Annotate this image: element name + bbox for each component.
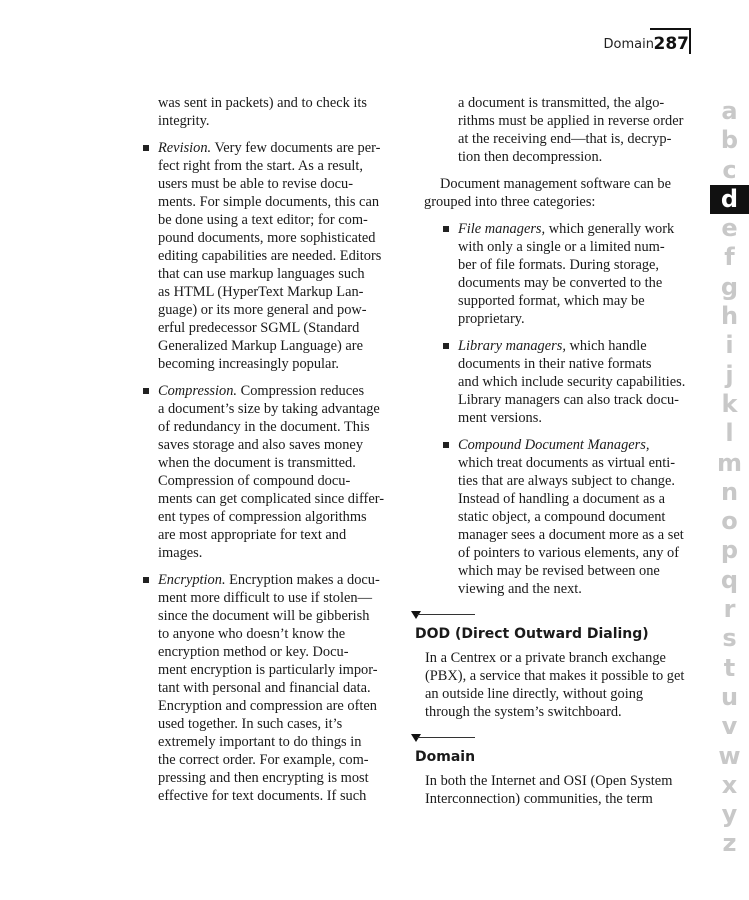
thumb-index-letter-d: d (710, 185, 749, 214)
text-line: Encryption makes a docu- (225, 572, 380, 588)
text-line: Generalized Markup Language) are (158, 338, 363, 354)
text-line: used together. In such cases, it’s (158, 716, 343, 732)
continuation-paragraph (411, 94, 696, 166)
text-line: of redundancy in the document. This (158, 419, 370, 435)
text-line: users must be able to revise docu- (158, 176, 354, 192)
text-line: images. (158, 545, 203, 561)
bullet-square-icon (143, 145, 149, 151)
bullet-square-icon (143, 388, 149, 394)
text-line: ments can get complicated since differ- (158, 491, 385, 507)
text-line: Interconnection) communities, the term (425, 791, 653, 807)
text-line: ment encryption is particularly impor- (158, 662, 378, 678)
thumb-index-letter-c: c (722, 155, 737, 184)
text-line: ber of file formats. During storage, (458, 257, 660, 273)
thumb-index-letter-f: f (724, 243, 735, 272)
bullet-library-managers (440, 337, 696, 427)
bullet-file-managers (440, 220, 696, 328)
thumb-index-letter-y: y (721, 800, 738, 829)
thumb-index-letter-p: p (720, 536, 739, 565)
text-line: editing capabilities are needed. Editors (158, 248, 382, 264)
text-line: ments. For simple documents, this can (158, 194, 380, 210)
text-line: which generally work (545, 221, 675, 237)
text-line: and which include security capabilities. (458, 374, 686, 390)
text-line: an outside line directly, without going (425, 686, 644, 702)
text-line: tion then decompression. (458, 149, 603, 165)
section-title: DOD (Direct Outward Dialing) (415, 626, 649, 642)
text-line: (PBX), a service that makes it possible to get (425, 668, 685, 684)
bullet-square-icon (443, 343, 449, 349)
bullet-revision (140, 139, 395, 373)
section-title: Domain (415, 749, 476, 765)
running-head-word: Domain (603, 37, 654, 52)
text-line: rithms must be applied in reverse order (458, 113, 684, 129)
text-line: integrity. (158, 113, 210, 129)
bullet-square-icon (143, 577, 149, 583)
text-line: Encryption and compression are often (158, 698, 377, 714)
text-line: ment more difficult to use if stolen— (158, 590, 372, 606)
text-line: ties that are always subject to change. (458, 473, 675, 489)
thumb-index-letter-a: a (721, 97, 738, 125)
text-line: which treat documents as virtual enti- (458, 455, 675, 471)
bullet-term: Encryption. (158, 572, 226, 588)
thumb-index-letter-n: n (720, 477, 739, 506)
thumb-index-letter-j: j (725, 360, 734, 389)
bullet-square-icon (443, 226, 449, 232)
bullet-encryption (140, 571, 395, 805)
text-line: be done using a text editor; for com- (158, 212, 368, 228)
section-marker (411, 611, 696, 621)
thumb-index-letter-v: v (721, 712, 738, 741)
text-line: manager sees a document more as a set (458, 527, 684, 543)
thumb-index-letter-u: u (720, 682, 739, 711)
text-line: grouped into three categories: (424, 194, 596, 210)
text-line: tant with personal and financial data. (158, 680, 371, 696)
bullet-term: Compression. (158, 383, 238, 399)
text-line: at the receiving end—that is, decryp- (458, 131, 672, 147)
thumb-index-letter-e: e (721, 214, 738, 243)
text-line: pressing and then encrypting is most (158, 770, 369, 786)
text-line: In both the Internet and OSI (Open System (425, 773, 673, 789)
text-line: ent types of compression algorithms (158, 509, 367, 525)
thumb-index-letter-b: b (720, 126, 739, 155)
text-line: proprietary. (458, 311, 525, 327)
right-column (411, 94, 696, 808)
categories-paragraph (411, 175, 696, 211)
header-rule (650, 28, 690, 30)
text-line: Library managers can also track docu- (458, 392, 679, 408)
text-line: static object, a compound document (458, 509, 666, 525)
section-body (411, 649, 696, 721)
triangle-marker-icon (411, 734, 421, 742)
text-line: of pointers to various elements, any of (458, 545, 680, 561)
text-line: effective for text documents. If such (158, 788, 367, 804)
text-line: a document is transmitted, the algo- (458, 95, 665, 111)
bullet-compression (140, 382, 395, 562)
section-domain (411, 734, 696, 808)
text-line: are most appropriate for text and (158, 527, 347, 543)
thumb-index-letter-s: s (722, 624, 737, 653)
text-line: a document’s size by taking advantage (158, 401, 380, 417)
text-line: fect right from the start. As a result, (158, 158, 364, 174)
text-line: through the system’s switchboard. (425, 704, 622, 720)
text-line: encryption method or key. Docu- (158, 644, 349, 660)
text-line: since the document will be gibberish (158, 608, 370, 624)
intro-paragraph (140, 94, 395, 130)
text-line: pound documents, more sophisticated (158, 230, 376, 246)
text-line: ment versions. (458, 410, 542, 426)
left-column (140, 94, 395, 805)
thumb-index-letter-o: o (721, 507, 738, 536)
text-line: supported format, which may be (458, 293, 645, 309)
bullet-term: Revision. (158, 140, 212, 156)
bullet-term: Compound Document Managers, (458, 437, 650, 453)
thumb-index-letter-k: k (721, 389, 738, 418)
thumb-index-letter-h: h (720, 302, 739, 331)
section-rule (417, 614, 475, 615)
text-line: which may be revised between one (458, 563, 660, 579)
bullet-term: File managers, (458, 221, 546, 237)
text-line: becoming increasingly popular. (158, 356, 340, 372)
text-line: viewing and the next. (458, 581, 582, 597)
alphabet-thumb-index (710, 97, 749, 859)
thumb-index-letter-l: l (725, 419, 734, 448)
thumb-index-letter-t: t (723, 653, 736, 682)
text-line: the correct order. For example, com- (158, 752, 369, 768)
section-marker (411, 734, 696, 744)
text-line: documents in their native formats (458, 356, 652, 372)
text-line: with only a single or a limited num- (458, 239, 665, 255)
text-line: which handle (565, 338, 647, 354)
section-rule (417, 737, 475, 738)
text-line: erful predecessor SGML (Standard (158, 320, 360, 336)
text-line: to anyone who doesn’t know the (158, 626, 346, 642)
bullet-square-icon (443, 442, 449, 448)
thumb-index-letter-z: z (722, 829, 737, 858)
triangle-marker-icon (411, 611, 421, 619)
text-line: was sent in packets) and to check its (158, 95, 368, 111)
text-line: guage) or its more general and pow- (158, 302, 367, 318)
thumb-index-letter-i: i (725, 331, 734, 360)
section-dod (411, 611, 696, 721)
text-line: extremely important to do things in (158, 734, 362, 750)
text-line: documents may be converted to the (458, 275, 663, 291)
bullet-term: Library managers, (458, 338, 566, 354)
text-line: Very few documents are per- (211, 140, 381, 156)
thumb-index-letter-m: m (716, 448, 742, 477)
thumb-index-letter-w: w (718, 741, 741, 770)
header-rule-vertical (689, 28, 691, 54)
text-line: Instead of handling a document as a (458, 491, 665, 507)
page-number: 287 (653, 34, 689, 54)
thumb-index-letter-r: r (723, 595, 736, 624)
thumb-index-letter-x: x (721, 770, 738, 799)
thumb-index-letter-g: g (720, 272, 739, 301)
text-line: saves storage and also saves money (158, 437, 364, 453)
text-line: Compression reduces (237, 383, 365, 399)
bullet-compound-document-managers (440, 436, 696, 598)
thumb-index-letter-q: q (720, 565, 739, 594)
text-line: as HTML (HyperText Markup Lan- (158, 284, 364, 300)
text-line: In a Centrex or a private branch exchange (425, 650, 666, 666)
section-body (411, 772, 696, 808)
text-line: Compression of compound docu- (158, 473, 351, 489)
text-line: when the document is transmitted. (158, 455, 356, 471)
text-line: Document management software can be (440, 176, 671, 192)
text-line: that can use markup languages such (158, 266, 365, 282)
